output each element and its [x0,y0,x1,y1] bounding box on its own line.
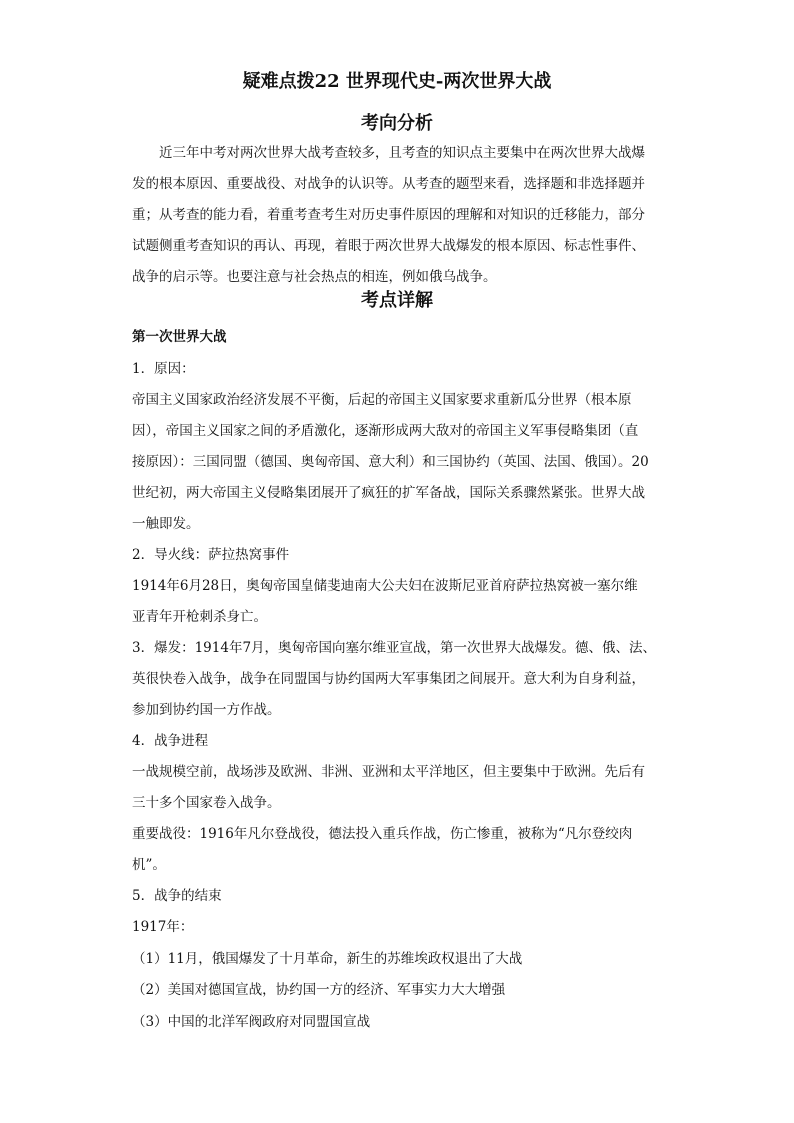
detail-heading: 考点详解 [361,290,433,311]
cause-line: 世纪初，两大帝国主义侵略集团展开了疯狂的扩军备战，国际关系骤然紧张。世界大战 [132,485,645,501]
outbreak-line: 英很快卷入战争，战争在同盟国与协约国两大军事集团之间展开。意大利为自身利益， [132,671,645,687]
progress-line: 一战规模空前，战场涉及欧洲、非洲、亚洲和太平洋地区，但主要集中于欧洲。先后有 [132,764,645,780]
trigger-line: 1914年6月28日，奥匈帝国皇储斐迪南大公夫妇在波斯尼亚首府萨拉热窝被一塞尔维 [132,578,638,594]
battle-line: 机”。 [132,857,166,873]
cause-line: 帝国主义国家政治经济发展不平衡，后起的帝国主义国家要求重新瓜分世界（根本原 [132,392,632,408]
end-item: （2）美国对德国宣战，协约国一方的经济、军事实力大大增强 [132,982,506,998]
end-year: 1917年： [132,919,194,935]
progress-paragraph [132,757,662,819]
section-title: 第一次世界大战 [132,329,227,345]
cause-line: 接原因）：三国同盟（德国、奥匈帝国、意大利）和三国协约（英国、法国、俄国）。20 [132,454,649,470]
analysis-line: 发的根本原因、重要战役、对战争的认识等。从考查的题型来看，选择题和非选择题并 [132,176,645,192]
cause-paragraph [132,385,662,540]
outbreak-line: 3．爆发：1914年7月，奥匈帝国向塞尔维亚宣战，第一次世界大战爆发。德、俄、法、 [132,640,657,656]
trigger-label: 2．导火线：萨拉热窝事件 [132,547,290,563]
trigger-paragraph [132,571,662,633]
end-item: （1）11月，俄国爆发了十月革命，新生的苏维埃政权退出了大战 [132,951,523,967]
battle-line: 重要战役：1916年凡尔登战役，德法投入重兵作战，伤亡惨重，被称为“凡尔登绞肉 [132,826,633,842]
end-label: 5．战争的结束 [132,888,222,904]
progress-line: 三十多个国家卷入战争。 [132,795,281,811]
outbreak-line: 参加到协约国一方作战。 [132,702,281,718]
analysis-line: 战争的启示等。也要注意与社会热点的相连，例如俄乌战争。 [132,269,497,285]
battle-paragraph [132,819,662,881]
document-title: 疑难点拨22 世界现代史-两次世界大战 [242,71,552,92]
progress-label: 4．战争进程 [132,733,209,749]
analysis-paragraph [132,138,662,293]
end-item: （3）中国的北洋军阀政府对同盟国宣战 [132,1014,371,1030]
cause-line: 一触即发。 [132,516,200,532]
cause-line: 因），帝国主义国家之间的矛盾激化，逐渐形成两大敌对的帝国主义军事侵略集团（直 [132,423,639,439]
analysis-line: 试题侧重考查知识的再认、再现，着眼于两次世界大战爆发的根本原因、标志性事件、 [132,238,645,254]
analysis-line: 重；从考查的能力看，着重考查考生对历史事件原因的理解和对知识的迁移能力，部分 [132,207,645,223]
outbreak-paragraph [132,633,662,726]
analysis-heading: 考向分析 [361,113,433,134]
cause-label: 1．原因： [132,361,195,377]
trigger-line: 亚青年开枪刺杀身亡。 [132,609,267,625]
analysis-line: 近三年中考对两次世界大战考查较多，且考查的知识点主要集中在两次世界大战爆 [159,145,645,161]
